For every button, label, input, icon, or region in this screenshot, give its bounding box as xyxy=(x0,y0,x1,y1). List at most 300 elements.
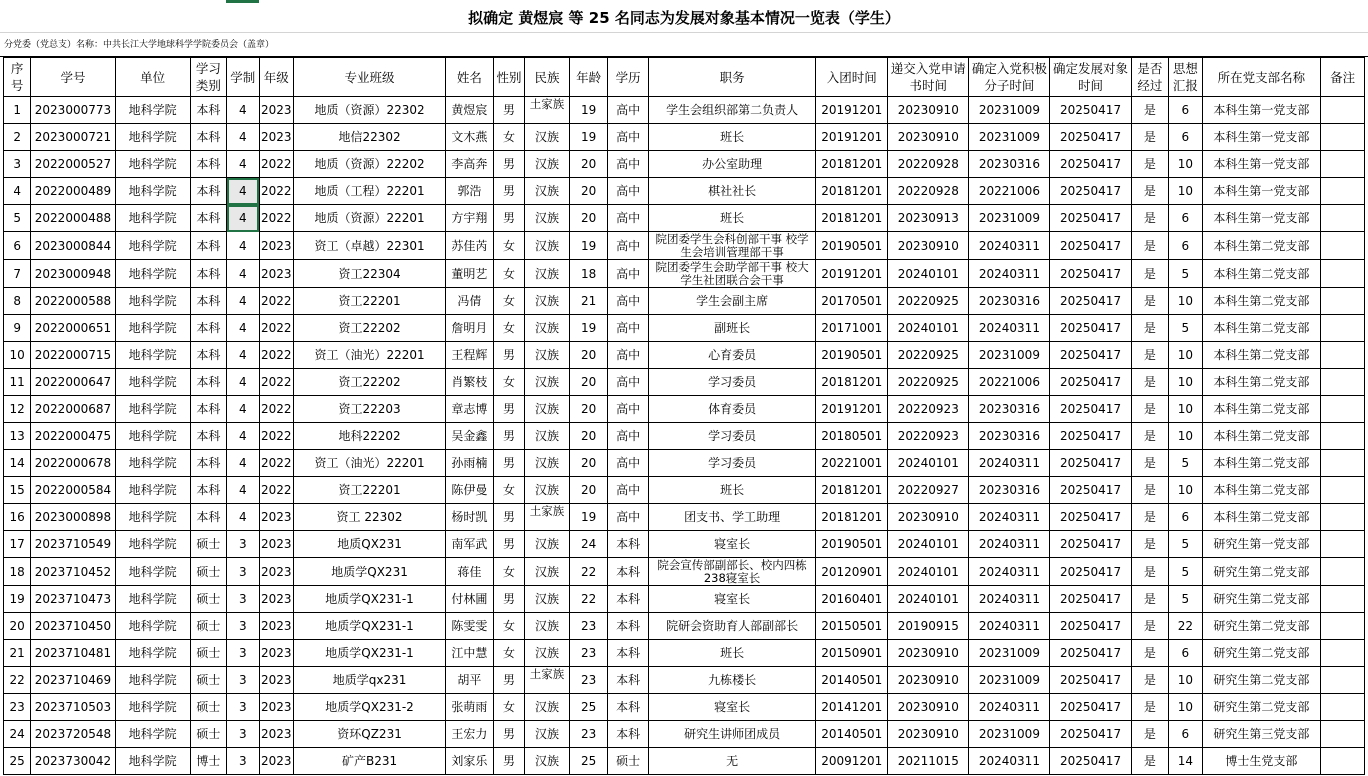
table-cell[interactable]: 20181201 xyxy=(816,477,888,504)
table-cell[interactable]: 2023 xyxy=(259,558,293,586)
table-cell[interactable]: 20150501 xyxy=(816,613,888,640)
table-cell[interactable]: 高中 xyxy=(608,97,649,124)
table-cell[interactable]: 2022 xyxy=(259,151,293,178)
table-cell[interactable]: 汉族 xyxy=(525,477,570,504)
table-cell[interactable]: 20240311 xyxy=(969,613,1050,640)
table-cell[interactable]: 汉族 xyxy=(525,232,570,260)
table-cell[interactable]: 是 xyxy=(1131,342,1169,369)
table-cell[interactable]: 本科生第二党支部 xyxy=(1202,423,1321,450)
table-cell[interactable]: 地科学院 xyxy=(115,586,190,613)
table-cell[interactable]: 学习委员 xyxy=(648,423,815,450)
table-cell[interactable]: 4 xyxy=(227,260,259,288)
table-cell[interactable]: 14 xyxy=(1169,748,1202,775)
table-cell[interactable]: 13 xyxy=(4,423,31,450)
table-cell[interactable]: 地科学院 xyxy=(115,151,190,178)
table-cell[interactable]: 资工22304 xyxy=(294,260,446,288)
table-cell[interactable]: 4 xyxy=(227,124,259,151)
table-cell[interactable]: 孙雨楠 xyxy=(446,450,494,477)
table-cell[interactable]: 是 xyxy=(1131,640,1169,667)
table-cell[interactable]: 院团委学生会助学部干事 校大学生社团联合会干事 xyxy=(648,260,815,288)
table-cell[interactable]: 20250417 xyxy=(1050,315,1131,342)
table-cell[interactable]: 4 xyxy=(227,288,259,315)
table-cell[interactable]: 21 xyxy=(4,640,31,667)
table-cell[interactable]: 苏佳芮 xyxy=(446,232,494,260)
table-cell[interactable]: 本科 xyxy=(190,260,227,288)
table-cell[interactable]: 20240311 xyxy=(969,315,1050,342)
table-cell[interactable]: 本科 xyxy=(190,232,227,260)
table-cell[interactable]: 20180501 xyxy=(816,423,888,450)
table-cell[interactable] xyxy=(1321,288,1365,315)
table-cell[interactable]: 高中 xyxy=(608,205,649,232)
column-header[interactable]: 年龄 xyxy=(569,58,608,97)
table-cell[interactable]: 20250417 xyxy=(1050,260,1131,288)
table-cell[interactable]: 地质学QX231-2 xyxy=(294,694,446,721)
table-cell[interactable]: 20240101 xyxy=(888,260,969,288)
table-cell[interactable]: 2022 xyxy=(259,205,293,232)
table-cell[interactable]: 4 xyxy=(227,423,259,450)
table-cell[interactable]: 20240311 xyxy=(969,504,1050,531)
table-cell[interactable]: 20240101 xyxy=(888,558,969,586)
table-cell[interactable]: 本科 xyxy=(190,288,227,315)
table-cell[interactable]: 汉族 xyxy=(525,531,570,558)
table-cell[interactable]: 吴金鑫 xyxy=(446,423,494,450)
column-header[interactable]: 序号 xyxy=(4,58,31,97)
table-cell[interactable]: 郭浩 xyxy=(446,178,494,205)
table-cell[interactable]: 20150901 xyxy=(816,640,888,667)
table-cell[interactable]: 本科生第二党支部 xyxy=(1202,342,1321,369)
table-cell[interactable]: 2023 xyxy=(259,260,293,288)
table-cell[interactable]: 地质学QX231-1 xyxy=(294,640,446,667)
table-cell[interactable]: 3 xyxy=(227,586,259,613)
table-cell[interactable]: 2022 xyxy=(259,477,293,504)
table-cell[interactable]: 汉族 xyxy=(525,288,570,315)
table-cell[interactable]: 20190501 xyxy=(816,232,888,260)
table-cell[interactable]: 20250417 xyxy=(1050,477,1131,504)
table-cell[interactable]: 20221006 xyxy=(969,178,1050,205)
table-cell[interactable] xyxy=(1321,124,1365,151)
table-cell[interactable]: 土家族 xyxy=(525,667,570,694)
table-cell[interactable]: 2023000773 xyxy=(31,97,115,124)
table-cell[interactable]: 男 xyxy=(493,205,524,232)
table-cell[interactable]: 女 xyxy=(493,315,524,342)
table-cell[interactable]: 李高奔 xyxy=(446,151,494,178)
table-cell[interactable]: 20220927 xyxy=(888,477,969,504)
table-cell[interactable]: 20250417 xyxy=(1050,450,1131,477)
table-cell[interactable]: 汉族 xyxy=(525,450,570,477)
table-cell[interactable]: 16 xyxy=(4,504,31,531)
column-header[interactable]: 所在党支部名称 xyxy=(1202,58,1321,97)
table-cell[interactable]: 20 xyxy=(4,613,31,640)
table-cell[interactable]: 资工（油光）22201 xyxy=(294,450,446,477)
table-cell[interactable]: 4 xyxy=(227,97,259,124)
table-cell[interactable]: 男 xyxy=(493,531,524,558)
table-cell[interactable]: 高中 xyxy=(608,260,649,288)
column-header[interactable]: 学制 xyxy=(227,58,259,97)
table-cell[interactable]: 21 xyxy=(569,288,608,315)
table-cell[interactable] xyxy=(1321,504,1365,531)
table-cell[interactable]: 汉族 xyxy=(525,396,570,423)
table-cell[interactable]: 男 xyxy=(493,667,524,694)
table-cell[interactable]: 本科 xyxy=(190,315,227,342)
table-cell[interactable]: 九栋楼长 xyxy=(648,667,815,694)
table-cell[interactable]: 3 xyxy=(227,613,259,640)
table-cell[interactable]: 汉族 xyxy=(525,342,570,369)
table-cell[interactable]: 19 xyxy=(569,315,608,342)
table-cell[interactable]: 2023000948 xyxy=(31,260,115,288)
table-cell[interactable]: 20250417 xyxy=(1050,531,1131,558)
table-cell[interactable]: 6 xyxy=(1169,97,1202,124)
table-cell[interactable]: 地质QX231 xyxy=(294,531,446,558)
table-cell[interactable]: 10 xyxy=(1169,151,1202,178)
table-cell[interactable]: 本科生第二党支部 xyxy=(1202,396,1321,423)
table-cell[interactable]: 本科 xyxy=(190,342,227,369)
table-cell[interactable]: 本科生第二党支部 xyxy=(1202,260,1321,288)
table-cell[interactable]: 地科学院 xyxy=(115,97,190,124)
column-header[interactable]: 备注 xyxy=(1321,58,1365,97)
table-cell[interactable]: 2023710469 xyxy=(31,667,115,694)
table-cell[interactable]: 棋社社长 xyxy=(648,178,815,205)
table-cell[interactable] xyxy=(1321,151,1365,178)
table-cell[interactable]: 20230316 xyxy=(969,288,1050,315)
table-cell[interactable]: 高中 xyxy=(608,178,649,205)
table-cell[interactable]: 20250417 xyxy=(1050,232,1131,260)
table-cell[interactable]: 高中 xyxy=(608,288,649,315)
table-cell[interactable]: 10 xyxy=(1169,694,1202,721)
table-cell[interactable]: 研究生第二党支部 xyxy=(1202,613,1321,640)
table-cell[interactable]: 20250417 xyxy=(1050,205,1131,232)
table-cell[interactable]: 张萌雨 xyxy=(446,694,494,721)
table-cell[interactable]: 汉族 xyxy=(525,178,570,205)
table-cell[interactable]: 20231009 xyxy=(969,205,1050,232)
table-cell[interactable]: 20250417 xyxy=(1050,151,1131,178)
column-header[interactable]: 单位 xyxy=(115,58,190,97)
table-cell[interactable]: 25 xyxy=(569,694,608,721)
table-cell[interactable] xyxy=(1321,369,1365,396)
table-cell[interactable]: 是 xyxy=(1131,423,1169,450)
table-cell[interactable]: 资工（油光）22201 xyxy=(294,342,446,369)
table-cell[interactable]: 资工22202 xyxy=(294,369,446,396)
table-cell[interactable]: 2023 xyxy=(259,640,293,667)
table-cell[interactable]: 地科学院 xyxy=(115,232,190,260)
table-cell[interactable]: 地科学院 xyxy=(115,124,190,151)
table-cell[interactable]: 方宇翔 xyxy=(446,205,494,232)
table-cell[interactable]: 20240311 xyxy=(969,558,1050,586)
table-cell[interactable]: 20190501 xyxy=(816,342,888,369)
table-cell[interactable]: 男 xyxy=(493,178,524,205)
column-header[interactable]: 学习类别 xyxy=(190,58,227,97)
table-cell[interactable]: 本科生第二党支部 xyxy=(1202,450,1321,477)
table-cell[interactable]: 20 xyxy=(569,423,608,450)
table-cell[interactable]: 男 xyxy=(493,721,524,748)
table-cell[interactable]: 汉族 xyxy=(525,124,570,151)
table-cell[interactable]: 本科生第一党支部 xyxy=(1202,97,1321,124)
table-cell[interactable]: 地科学院 xyxy=(115,450,190,477)
table-cell[interactable]: 2022 xyxy=(259,288,293,315)
table-cell[interactable]: 20220923 xyxy=(888,423,969,450)
table-cell[interactable]: 章志博 xyxy=(446,396,494,423)
table-cell[interactable]: 资工（卓越）22301 xyxy=(294,232,446,260)
table-cell[interactable]: 硕士 xyxy=(190,667,227,694)
table-cell[interactable]: 20191201 xyxy=(816,396,888,423)
column-header[interactable]: 思想汇报 xyxy=(1169,58,1202,97)
table-cell[interactable]: 2022000475 xyxy=(31,423,115,450)
table-cell[interactable]: 女 xyxy=(493,640,524,667)
table-cell[interactable]: 2022 xyxy=(259,178,293,205)
table-cell[interactable]: 10 xyxy=(4,342,31,369)
table-cell[interactable]: 20190915 xyxy=(888,613,969,640)
table-cell[interactable]: 地科学院 xyxy=(115,613,190,640)
table-cell[interactable]: 王程辉 xyxy=(446,342,494,369)
table-cell[interactable]: 学习委员 xyxy=(648,369,815,396)
table-cell[interactable]: 研究生讲师团成员 xyxy=(648,721,815,748)
table-cell[interactable]: 研究生第二党支部 xyxy=(1202,640,1321,667)
table-cell[interactable] xyxy=(1321,667,1365,694)
table-cell[interactable]: 20240101 xyxy=(888,586,969,613)
table-cell[interactable]: 是 xyxy=(1131,369,1169,396)
table-cell[interactable] xyxy=(1321,586,1365,613)
table-cell[interactable]: 2022000678 xyxy=(31,450,115,477)
table-cell[interactable]: 本科 xyxy=(608,558,649,586)
table-cell[interactable]: 汉族 xyxy=(525,315,570,342)
table-cell[interactable]: 是 xyxy=(1131,450,1169,477)
table-cell[interactable]: 班长 xyxy=(648,640,815,667)
table-cell[interactable]: 19 xyxy=(569,97,608,124)
table-cell[interactable]: 20250417 xyxy=(1050,396,1131,423)
table-cell[interactable]: 4 xyxy=(227,178,259,205)
table-cell[interactable]: 本科 xyxy=(608,531,649,558)
table-cell[interactable]: 地科学院 xyxy=(115,260,190,288)
table-cell[interactable]: 20220925 xyxy=(888,288,969,315)
table-cell[interactable]: 20250417 xyxy=(1050,97,1131,124)
table-cell[interactable]: 19 xyxy=(569,232,608,260)
table-cell[interactable]: 博士生党支部 xyxy=(1202,748,1321,775)
table-cell[interactable]: 地科学院 xyxy=(115,288,190,315)
table-cell[interactable]: 10 xyxy=(1169,369,1202,396)
table-cell[interactable]: 24 xyxy=(569,531,608,558)
sheet-title[interactable]: 拟确定 黄煜宸 等 25 名同志为发展对象基本情况一览表（学生） xyxy=(0,3,1368,33)
table-cell[interactable]: 23 xyxy=(569,667,608,694)
table-cell[interactable]: 4 xyxy=(227,315,259,342)
table-cell[interactable]: 20250417 xyxy=(1050,721,1131,748)
table-cell[interactable]: 资工22203 xyxy=(294,396,446,423)
table-cell[interactable]: 2022 xyxy=(259,450,293,477)
table-cell[interactable]: 寝室长 xyxy=(648,586,815,613)
table-cell[interactable]: 2023 xyxy=(259,613,293,640)
table-cell[interactable]: 6 xyxy=(4,232,31,260)
table-cell[interactable]: 4 xyxy=(227,205,259,232)
table-cell[interactable]: 2023710450 xyxy=(31,613,115,640)
table-cell[interactable]: 女 xyxy=(493,232,524,260)
table-cell[interactable]: 高中 xyxy=(608,151,649,178)
table-cell[interactable]: 陈雯雯 xyxy=(446,613,494,640)
table-cell[interactable]: 2023 xyxy=(259,721,293,748)
table-cell[interactable]: 2022000651 xyxy=(31,315,115,342)
table-cell[interactable]: 地质学qx231 xyxy=(294,667,446,694)
table-cell[interactable]: 4 xyxy=(227,369,259,396)
table-cell[interactable]: 地质学QX231-1 xyxy=(294,613,446,640)
table-cell[interactable]: 20181201 xyxy=(816,205,888,232)
table-cell[interactable]: 24 xyxy=(4,721,31,748)
table-cell[interactable]: 10 xyxy=(1169,423,1202,450)
table-cell[interactable]: 2022000584 xyxy=(31,477,115,504)
table-cell[interactable]: 陈伊曼 xyxy=(446,477,494,504)
table-cell[interactable]: 2023000721 xyxy=(31,124,115,151)
table-cell[interactable]: 15 xyxy=(4,477,31,504)
table-cell[interactable]: 20230910 xyxy=(888,124,969,151)
table-cell[interactable]: 3 xyxy=(227,748,259,775)
table-cell[interactable]: 2023 xyxy=(259,124,293,151)
table-cell[interactable]: 地质学QX231 xyxy=(294,558,446,586)
column-header[interactable]: 学历 xyxy=(608,58,649,97)
table-cell[interactable]: 办公室助理 xyxy=(648,151,815,178)
table-cell[interactable]: 是 xyxy=(1131,124,1169,151)
table-cell[interactable]: 汉族 xyxy=(525,369,570,396)
table-cell[interactable]: 4 xyxy=(227,151,259,178)
table-cell[interactable]: 本科生第二党支部 xyxy=(1202,369,1321,396)
table-cell[interactable]: 2023 xyxy=(259,504,293,531)
table-cell[interactable]: 女 xyxy=(493,477,524,504)
table-cell[interactable]: 江中慧 xyxy=(446,640,494,667)
table-cell[interactable]: 寝室长 xyxy=(648,694,815,721)
table-cell[interactable]: 2022000588 xyxy=(31,288,115,315)
table-cell[interactable]: 10 xyxy=(1169,342,1202,369)
table-cell[interactable]: 黄煜宸 xyxy=(446,97,494,124)
table-cell[interactable]: 2022000489 xyxy=(31,178,115,205)
table-cell[interactable]: 是 xyxy=(1131,531,1169,558)
table-cell[interactable]: 4 xyxy=(227,232,259,260)
table-cell[interactable]: 研究生第二党支部 xyxy=(1202,667,1321,694)
table-cell[interactable]: 20250417 xyxy=(1050,694,1131,721)
table-cell[interactable]: 高中 xyxy=(608,232,649,260)
table-cell[interactable]: 20 xyxy=(569,396,608,423)
table-cell[interactable]: 汉族 xyxy=(525,423,570,450)
table-cell[interactable]: 2023730042 xyxy=(31,748,115,775)
table-cell[interactable]: 20250417 xyxy=(1050,342,1131,369)
table-cell[interactable]: 副班长 xyxy=(648,315,815,342)
table-cell[interactable]: 硕士 xyxy=(190,531,227,558)
table-cell[interactable]: 团支书、学工助理 xyxy=(648,504,815,531)
table-cell[interactable]: 2023710549 xyxy=(31,531,115,558)
table-cell[interactable]: 硕士 xyxy=(190,613,227,640)
table-cell[interactable]: 5 xyxy=(1169,558,1202,586)
table-cell[interactable]: 汉族 xyxy=(525,721,570,748)
table-cell[interactable]: 10 xyxy=(1169,477,1202,504)
table-cell[interactable]: 本科生第二党支部 xyxy=(1202,232,1321,260)
table-cell[interactable]: 20230910 xyxy=(888,721,969,748)
table-cell[interactable]: 董明艺 xyxy=(446,260,494,288)
table-cell[interactable] xyxy=(1321,694,1365,721)
table-cell[interactable]: 是 xyxy=(1131,694,1169,721)
sheet-subtitle[interactable]: 分党委（党总支）名称：中共长江大学地球科学学院委员会（盖章） xyxy=(0,33,1368,57)
table-cell[interactable]: 汉族 xyxy=(525,151,570,178)
table-cell[interactable]: 男 xyxy=(493,97,524,124)
table-cell[interactable]: 2 xyxy=(4,124,31,151)
table-cell[interactable]: 地科学院 xyxy=(115,477,190,504)
table-cell[interactable]: 地科学院 xyxy=(115,694,190,721)
table-cell[interactable]: 院研会资助育人部副部长 xyxy=(648,613,815,640)
table-cell[interactable]: 本科 xyxy=(608,721,649,748)
column-header[interactable]: 确定入党积极分子时间 xyxy=(969,58,1050,97)
table-cell[interactable]: 地科学院 xyxy=(115,504,190,531)
table-cell[interactable]: 本科 xyxy=(190,97,227,124)
table-cell[interactable]: 硕士 xyxy=(190,586,227,613)
table-cell[interactable]: 2023710503 xyxy=(31,694,115,721)
table-cell[interactable]: 20181201 xyxy=(816,369,888,396)
table-cell[interactable]: 研究生第二党支部 xyxy=(1202,586,1321,613)
table-cell[interactable]: 资工22201 xyxy=(294,477,446,504)
table-cell[interactable]: 20240311 xyxy=(969,586,1050,613)
table-cell[interactable]: 2022000647 xyxy=(31,369,115,396)
column-header[interactable]: 民族 xyxy=(525,58,570,97)
table-cell[interactable]: 20240311 xyxy=(969,748,1050,775)
table-cell[interactable]: 20230316 xyxy=(969,477,1050,504)
table-cell[interactable]: 2022000687 xyxy=(31,396,115,423)
table-cell[interactable]: 2023 xyxy=(259,531,293,558)
table-cell[interactable]: 是 xyxy=(1131,97,1169,124)
table-cell[interactable]: 硕士 xyxy=(608,748,649,775)
table-cell[interactable]: 心育委员 xyxy=(648,342,815,369)
table-cell[interactable]: 2023 xyxy=(259,748,293,775)
table-cell[interactable]: 19 xyxy=(4,586,31,613)
table-cell[interactable]: 高中 xyxy=(608,450,649,477)
table-cell[interactable]: 2023710473 xyxy=(31,586,115,613)
table-cell[interactable]: 6 xyxy=(1169,205,1202,232)
table-cell[interactable]: 20140501 xyxy=(816,667,888,694)
table-cell[interactable]: 20240101 xyxy=(888,450,969,477)
table-cell[interactable]: 地科学院 xyxy=(115,369,190,396)
table-cell[interactable]: 5 xyxy=(1169,315,1202,342)
table-cell[interactable]: 10 xyxy=(1169,667,1202,694)
table-cell[interactable]: 本科生第二党支部 xyxy=(1202,477,1321,504)
table-cell[interactable] xyxy=(1321,97,1365,124)
table-cell[interactable]: 20141201 xyxy=(816,694,888,721)
table-cell[interactable]: 是 xyxy=(1131,613,1169,640)
table-cell[interactable]: 2023 xyxy=(259,694,293,721)
table-cell[interactable]: 男 xyxy=(493,342,524,369)
table-cell[interactable]: 20250417 xyxy=(1050,423,1131,450)
table-cell[interactable]: 本科 xyxy=(190,396,227,423)
table-cell[interactable]: 20191201 xyxy=(816,97,888,124)
table-cell[interactable] xyxy=(1321,531,1365,558)
table-cell[interactable]: 地质（工程）22201 xyxy=(294,178,446,205)
table-cell[interactable]: 男 xyxy=(493,450,524,477)
table-cell[interactable]: 23 xyxy=(569,640,608,667)
table-cell[interactable]: 18 xyxy=(569,260,608,288)
table-cell[interactable]: 学生会组织部第二负责人 xyxy=(648,97,815,124)
table-cell[interactable]: 6 xyxy=(1169,124,1202,151)
table-cell[interactable]: 20230316 xyxy=(969,396,1050,423)
table-cell[interactable]: 是 xyxy=(1131,205,1169,232)
table-cell[interactable]: 詹明月 xyxy=(446,315,494,342)
table-cell[interactable]: 女 xyxy=(493,124,524,151)
table-cell[interactable] xyxy=(1321,315,1365,342)
table-cell[interactable]: 高中 xyxy=(608,342,649,369)
table-cell[interactable]: 高中 xyxy=(608,315,649,342)
table-cell[interactable]: 硕士 xyxy=(190,640,227,667)
table-cell[interactable]: 男 xyxy=(493,151,524,178)
table-cell[interactable]: 地科学院 xyxy=(115,721,190,748)
table-cell[interactable]: 2022000488 xyxy=(31,205,115,232)
table-cell[interactable]: 地信22302 xyxy=(294,124,446,151)
table-cell[interactable]: 2023710481 xyxy=(31,640,115,667)
table-cell[interactable] xyxy=(1321,721,1365,748)
table-cell[interactable]: 2022 xyxy=(259,342,293,369)
table-cell[interactable]: 2023 xyxy=(259,232,293,260)
table-cell[interactable]: 5 xyxy=(1169,531,1202,558)
table-cell[interactable]: 20191201 xyxy=(816,260,888,288)
table-cell[interactable]: 20250417 xyxy=(1050,288,1131,315)
table-cell[interactable]: 4 xyxy=(227,396,259,423)
